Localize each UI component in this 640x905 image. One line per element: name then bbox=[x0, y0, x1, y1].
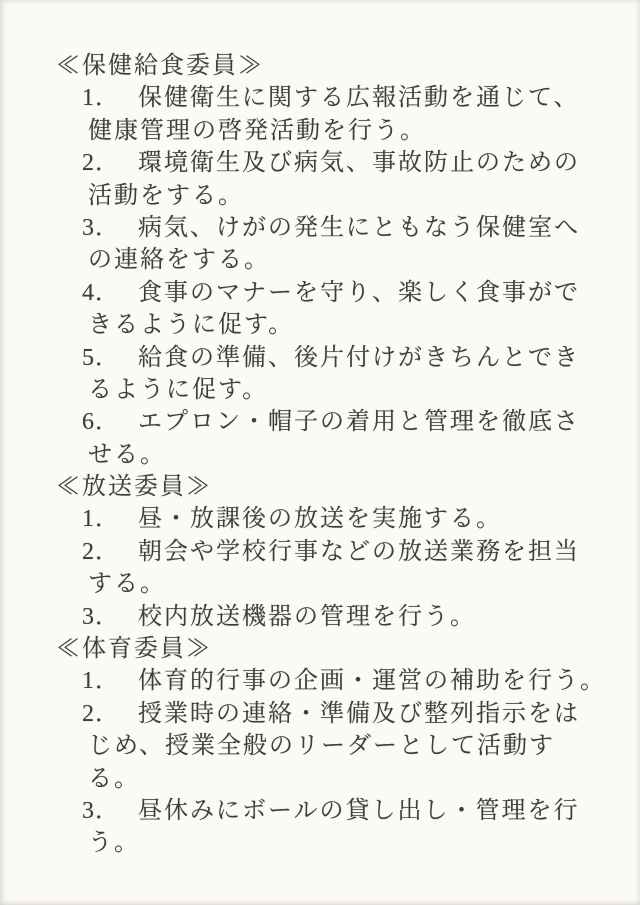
duty-item-line-first bbox=[82, 147, 640, 179]
duty-item-line-first bbox=[82, 503, 640, 535]
duty-item-number: 5． bbox=[82, 344, 120, 371]
duty-item-text: 昼・放課後の放送を実施する。 bbox=[138, 506, 502, 533]
duty-item-line-continued bbox=[88, 730, 640, 762]
duty-item-line-first bbox=[82, 698, 640, 730]
duty-item-text: きるように促す。 bbox=[88, 312, 295, 339]
section-title: ≪体育委員≫ bbox=[56, 636, 212, 663]
section-title: ≪放送委員≫ bbox=[56, 474, 212, 501]
duty-item-line-first bbox=[82, 212, 640, 244]
duty-item-line-continued bbox=[88, 374, 640, 406]
duty-item-text: 校内放送機器の管理を行う。 bbox=[138, 603, 476, 630]
duty-item-text: の連絡をする。 bbox=[88, 247, 270, 274]
duty-item-line-first bbox=[82, 601, 640, 633]
section-title: ≪保健給食委員≫ bbox=[56, 53, 264, 79]
duty-item-line-first bbox=[82, 536, 640, 568]
duty-item-text: 活動をする。 bbox=[88, 182, 244, 209]
document-content bbox=[0, 50, 640, 860]
duty-item-number: 3． bbox=[82, 214, 120, 241]
duty-item-line-first bbox=[82, 277, 640, 309]
duty-item-text: エプロン・帽子の着用と管理を徹底さ bbox=[138, 409, 580, 436]
duty-item-text: 環境衛生及び病気、事故防止のための bbox=[138, 150, 580, 177]
duty-item-text: する。 bbox=[88, 571, 166, 598]
duty-item-number: 2． bbox=[82, 538, 120, 565]
duty-item-number: 2． bbox=[82, 700, 120, 727]
duty-item-text: 病気、けがの発生にともなう保健室へ bbox=[138, 214, 580, 241]
duty-item-line-continued bbox=[88, 568, 640, 600]
committee-section bbox=[0, 50, 640, 471]
duty-item-text: う。 bbox=[88, 830, 140, 857]
duty-item-line-continued bbox=[88, 827, 640, 859]
committee-section bbox=[0, 471, 640, 633]
duty-item-text: じめ、授業全般のリーダーとして活動す bbox=[88, 733, 556, 760]
duty-item-text: 保健衛生に関する広報活動を通じて、 bbox=[138, 85, 580, 112]
duty-item-number: 2． bbox=[82, 150, 120, 177]
duty-item-text: せる。 bbox=[88, 441, 166, 468]
committee-section bbox=[0, 633, 640, 860]
duty-item-line-first bbox=[82, 665, 640, 697]
duty-item-text: 体育的行事の企画・運営の補助を行う。 bbox=[138, 668, 606, 695]
duty-item-number: 6． bbox=[82, 409, 120, 436]
duty-item-text: 健康管理の啓発活動を行う。 bbox=[88, 117, 426, 144]
duty-item-text: 授業時の連絡・準備及び整列指示をは bbox=[138, 700, 580, 727]
duty-item-text: る。 bbox=[88, 765, 140, 792]
duty-item-text: 食事のマナーを守り、楽しく食事がで bbox=[138, 279, 580, 306]
duty-item-line-continued bbox=[88, 763, 640, 795]
duty-item-number: 3． bbox=[82, 603, 120, 630]
duty-item-line-continued bbox=[88, 180, 640, 212]
duty-item-number: 1． bbox=[82, 668, 120, 695]
duty-item-line-continued bbox=[88, 439, 640, 471]
duty-item-number: 1． bbox=[82, 85, 120, 112]
duty-item-line-continued bbox=[88, 309, 640, 341]
duty-item-number: 1． bbox=[82, 506, 120, 533]
duty-item-text: 給食の準備、後片付けがきちんとでき bbox=[138, 344, 580, 371]
duty-item-number: 4． bbox=[82, 279, 120, 306]
duty-item-line-first bbox=[82, 406, 640, 438]
duty-item-line-continued bbox=[88, 244, 640, 276]
duty-item-line-first bbox=[82, 795, 640, 827]
duty-item-number: 3． bbox=[82, 797, 120, 824]
duty-item-line-first bbox=[82, 342, 640, 374]
duty-item-text: 朝会や学校行事などの放送業務を担当 bbox=[138, 538, 580, 565]
duty-item-line-continued bbox=[88, 115, 640, 147]
duty-item-line-first bbox=[82, 82, 640, 114]
duty-item-text: 昼休みにボールの貸し出し・管理を行 bbox=[138, 797, 580, 824]
duty-item-text: るように促す。 bbox=[88, 376, 269, 403]
